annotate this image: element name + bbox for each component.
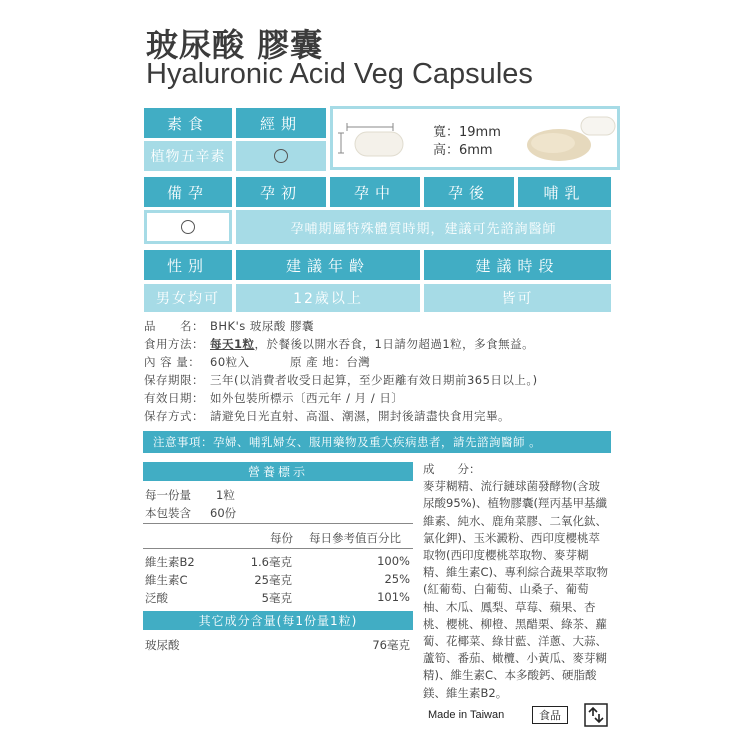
pregnancy-header-nursing: 哺乳 [518, 177, 611, 207]
nutrient-pct: 100% [377, 554, 410, 568]
nutrient-pct: 25% [384, 572, 410, 586]
time-value: 皆可 [424, 284, 611, 312]
divider [143, 548, 413, 549]
pregnancy-header-mid: 孕中 [330, 177, 420, 207]
age-header: 建議年齡 [236, 250, 420, 280]
pregnancy-prep-value [144, 210, 232, 244]
nutrient-name: 泛酸 [145, 591, 168, 605]
product-title-en: Hyaluronic Acid Veg Capsules [146, 58, 533, 90]
other-ingredient-amount: 76毫克 [372, 638, 410, 652]
nutrient-name: 維生素C [145, 573, 188, 587]
info-amount: 內 容 量： 60粒入 原 產 地：台灣 [144, 355, 371, 369]
divider [143, 523, 413, 524]
certified-header: 經期 [236, 108, 326, 138]
pregnancy-note: 孕哺期屬特殊體質時期，建議可先諮詢醫師 [236, 210, 611, 244]
nutrient-name: 維生素B2 [145, 555, 195, 569]
per-pack-label: 本包裝含 [145, 506, 191, 520]
serving-label: 每一份量 [145, 488, 191, 502]
nutrient-amount: 25毫克 [254, 573, 292, 587]
pregnancy-header-prep: 備孕 [144, 177, 232, 207]
ingredients-label: 成 分： [423, 462, 481, 476]
info-name: 品 名： BHK's 玻尿酸 膠囊 [144, 319, 315, 333]
col-daily-value: 每日參考值百分比 [309, 531, 401, 545]
capsule-height: 高：6mm [433, 143, 493, 158]
pregnancy-header-early: 孕初 [236, 177, 326, 207]
info-method: 食用方法： 每天1粒，於餐後以開水吞食，1日請勿超過1粒，多食無益。 [144, 337, 535, 351]
nutrient-amount: 1.6毫克 [250, 555, 292, 569]
notice-banner: 注意事項：孕婦、哺乳婦女、服用藥物及重大疾病患者，請先諮詢醫師 。 [143, 431, 611, 453]
capsule-info-box [330, 106, 620, 170]
gender-header: 性別 [144, 250, 232, 280]
time-header: 建議時段 [424, 250, 611, 280]
gender-value: 男女均可 [144, 284, 232, 312]
ingredients-block [423, 461, 611, 702]
info-expiry: 有效日期： 如外包裝所標示〔西元年 / 月 / 日〕 [144, 391, 404, 405]
capsule-width: 寬：19mm [433, 125, 501, 140]
recycle-icon [584, 703, 608, 727]
serving-value: 1粒 [216, 488, 235, 502]
pregnancy-header-late: 孕後 [424, 177, 514, 207]
nutrition-title: 營養標示 [143, 462, 413, 481]
other-ingredient-name: 玻尿酸 [145, 638, 180, 652]
check-circle-icon [181, 220, 195, 234]
age-value: 12歲以上 [236, 284, 420, 312]
nutrient-pct: 101% [377, 590, 410, 604]
col-per-serving: 每份 [270, 531, 293, 545]
food-mark: 食品 [532, 706, 568, 724]
ingredients-text: 麥芽糊精、流行鏈球菌發酵物(含玻尿酸95%)、植物膠囊(羥丙基甲基纖維素、純水、鹿角菜膠、二氧化鈦、氯化鉀)、玉米澱粉、西印度櫻桃萃取物(西印度櫻桃萃取物、麥芽糊精、維生素C)、專利綜合蔬果萃取物(紅葡萄、白葡萄、山桑子、葡萄柚、木瓜、鳳梨、草莓、蘋果、杏桃、櫻桃、柳橙、黑醋栗、綠茶、蘿蔔、花椰菜、綠甘藍、洋蔥、大蒜、蘆筍、番茄、橄欖、小黃瓜、麥芽糊精)、維生素C、本多酸鈣、硬脂酸鎂、維生素B2。 [423, 479, 609, 700]
per-pack-value: 60份 [210, 506, 237, 520]
made-in-label: Made in Taiwan [428, 709, 505, 721]
product-title-zh: 玻尿酸 膠囊 [146, 26, 324, 64]
check-circle-icon [274, 149, 288, 163]
certified-value [236, 141, 326, 171]
vegan-header: 素食 [144, 108, 232, 138]
info-storage: 保存方式： 請避免日光直射、高溫、潮濕，開封後請盡快食用完畢。 [144, 409, 510, 423]
vegan-value: 植物五辛素 [144, 141, 232, 171]
other-ingredients-title: 其它成分含量(每1份量1粒) [143, 611, 413, 630]
nutrient-amount: 5毫克 [261, 591, 292, 605]
info-shelf-life: 保存期限： 三年(以消費者收受日起算，至少距離有效日期前365日以上。) [144, 373, 538, 387]
